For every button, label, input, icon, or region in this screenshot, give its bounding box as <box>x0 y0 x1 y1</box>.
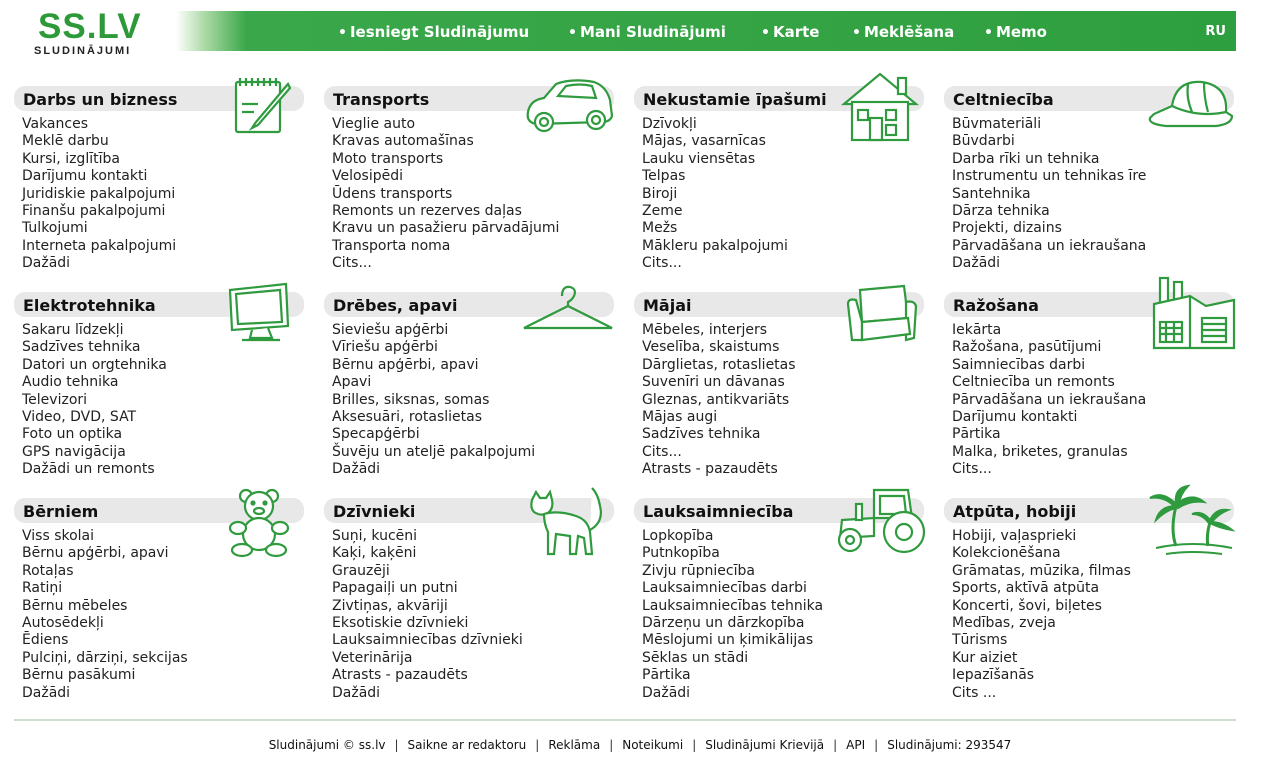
category-subcategory-list <box>332 528 523 702</box>
menu-label: Karte <box>772 23 820 41</box>
subcategory-link[interactable]: Autosēdekļi <box>22 614 104 631</box>
subcategory-link[interactable]: Transporta noma <box>332 237 451 254</box>
subcategory-link[interactable]: Remonts un rezerves daļas <box>332 202 522 219</box>
subcategory-link[interactable]: Juridiskie pakalpojumi <box>22 185 176 202</box>
factory-icon <box>1150 274 1238 354</box>
subcategory-link[interactable]: Kravas automašīnas <box>332 133 474 150</box>
subcategory-link[interactable]: Dažādi <box>332 684 381 701</box>
menu-my-ads[interactable]: • Mani Sludinājumi <box>568 23 726 41</box>
subcategory-link[interactable]: Dažādi <box>952 255 1001 272</box>
teddy-bear-icon <box>226 488 292 558</box>
menu-map[interactable]: • Karte <box>761 23 820 41</box>
subcategory-link[interactable]: Mājas, vasarnīcas <box>642 133 766 150</box>
subcategory-link[interactable]: Ūdens transports <box>332 185 453 202</box>
subcategory-link[interactable]: Darījumu kontakti <box>952 408 1078 425</box>
subcategory-link[interactable]: Medības, zveja <box>952 614 1056 631</box>
subcategory-link[interactable]: Dārglietas, rotaslietas <box>642 356 796 373</box>
subcategory-link[interactable]: Ražošana, pasūtījumi <box>952 339 1102 356</box>
category-title[interactable]: Nekustamie īpašumi <box>643 90 827 109</box>
category-subcategory-list <box>22 116 176 273</box>
footer-separator: | <box>692 738 697 752</box>
subcategory-link[interactable]: Televizori <box>22 391 88 408</box>
subcategory-link[interactable]: Apavi <box>332 374 372 391</box>
category-title[interactable]: Atpūta, hobiji <box>953 502 1077 521</box>
subcategory-link[interactable]: Kur aiziet <box>952 649 1018 666</box>
menu-memo[interactable]: • Memo <box>984 23 1047 41</box>
subcategory-link[interactable]: Zeme <box>642 202 683 219</box>
category-title[interactable]: Bērniem <box>23 502 99 521</box>
subcategory-link[interactable]: Audio tehnika <box>22 374 119 391</box>
subcategory-link[interactable]: Dažādi <box>22 255 71 272</box>
subcategory-link[interactable]: Būvdarbi <box>952 133 1015 150</box>
subcategory-link[interactable]: Tūrisms <box>952 632 1008 649</box>
subcategory-link[interactable]: Ratiņi <box>22 580 63 597</box>
subcategory-link[interactable]: Celtniecība un remonts <box>952 374 1115 391</box>
category-title[interactable]: Ražošana <box>953 296 1039 315</box>
subcategory-link[interactable]: Mežs <box>642 220 678 237</box>
subcategory-link[interactable]: Aksesuāri, rotaslietas <box>332 408 483 425</box>
subcategory-link[interactable]: Specapģērbi <box>332 426 420 443</box>
footer-link-rules[interactable]: Noteikumi <box>622 738 684 752</box>
category-subcategory-list <box>952 116 1146 273</box>
footer-separator: | <box>874 738 879 752</box>
subcategory-link[interactable]: Vīriešu apģērbi <box>332 339 438 356</box>
subcategory-link[interactable]: Dažādi <box>22 684 71 701</box>
category-subcategory-list <box>642 116 788 273</box>
armchair-icon <box>844 282 920 348</box>
subcategory-link[interactable]: Papagaiļi un putni <box>332 580 458 597</box>
footer-copyright: Sludinājumi © ss.lv <box>268 738 386 752</box>
subcategory-link[interactable]: Malka, briketes, granulas <box>952 443 1128 460</box>
subcategory-link[interactable]: GPS navigācija <box>22 443 126 460</box>
subcategory-link[interactable]: Lauksaimniecības tehnika <box>642 597 824 614</box>
subcategory-link[interactable]: Sports, aktīvā atpūta <box>952 580 1100 597</box>
subcategory-link[interactable]: Foto un optika <box>22 426 123 443</box>
subcategory-link[interactable]: Mēslojumi un ķimikālijas <box>642 632 814 649</box>
subcategory-link[interactable]: Zivtiņas, akvāriji <box>332 597 448 614</box>
subcategory-link[interactable]: Meklē darbu <box>22 133 109 150</box>
subcategory-link[interactable]: Mākleru pakalpojumi <box>642 237 788 254</box>
subcategory-link[interactable]: Sakaru līdzekļi <box>22 322 124 338</box>
subcategory-link[interactable]: Video, DVD, SAT <box>22 408 137 425</box>
subcategory-link[interactable]: Iekārta <box>952 322 1002 338</box>
subcategory-link[interactable]: Gleznas, antikvariāts <box>642 391 790 408</box>
cat-icon <box>528 486 608 560</box>
category-subcategory-list <box>332 116 559 273</box>
category-subcategory-list <box>952 528 1131 702</box>
category-subcategory-list <box>642 528 823 702</box>
site-logo[interactable] <box>34 8 154 56</box>
subcategory-link[interactable]: Atrasts - pazaudēts <box>332 667 468 684</box>
subcategory-link[interactable]: Eksotiskie dzīvnieki <box>332 614 469 631</box>
subcategory-link[interactable]: Darba rīki un tehnika <box>952 150 1100 167</box>
category-subcategory-list <box>22 528 188 702</box>
subcategory-link[interactable]: Cits... <box>332 255 372 272</box>
menu-label: Iesniegt Sludinājumu <box>349 23 530 41</box>
footer-separator: | <box>535 738 540 752</box>
subcategory-link[interactable]: Bērnu pasākumi <box>22 667 136 684</box>
subcategory-link[interactable]: Sieviešu apģērbi <box>332 322 449 338</box>
subcategory-link[interactable]: Cits... <box>642 255 682 272</box>
menu-label: Memo <box>995 23 1047 41</box>
subcategory-link[interactable]: Pulciņi, dārziņi, sekcijas <box>22 649 188 666</box>
subcategory-link[interactable]: Brilles, siksnas, somas <box>332 391 490 408</box>
subcategory-link[interactable]: Ēdiens <box>22 632 69 649</box>
subcategory-link[interactable]: Mēbeles, interjers <box>642 322 768 338</box>
subcategory-link[interactable]: Biroji <box>642 185 678 202</box>
language-switch-ru[interactable]: RU <box>1205 24 1226 39</box>
subcategory-link[interactable]: Būvmateriāli <box>952 116 1042 132</box>
category-title[interactable]: Dzīvnieki <box>333 502 416 521</box>
subcategory-link[interactable]: Dažādi <box>332 461 381 478</box>
subcategory-link[interactable]: Pārtika <box>952 426 1001 443</box>
category-title[interactable]: Mājai <box>643 296 692 315</box>
monitor-icon <box>226 282 292 344</box>
subcategory-link[interactable]: Telpas <box>642 168 686 185</box>
subcategory-link[interactable]: Cits... <box>952 461 992 478</box>
logo-subtitle: SLUDINĀJUMI <box>34 45 132 57</box>
category-subcategory-list <box>642 322 796 479</box>
menu-label: Mani Sludinājumi <box>579 23 726 41</box>
subcategory-link[interactable]: Kravu un pasažieru pārvadājumi <box>332 220 560 237</box>
subcategory-link[interactable]: Kursi, izglītība <box>22 150 120 167</box>
subcategory-link[interactable]: Vakances <box>22 116 88 132</box>
subcategory-link[interactable]: Zivju rūpniecība <box>642 562 755 579</box>
subcategory-link[interactable]: Bērnu apģērbi, apavi <box>332 356 479 373</box>
subcategory-link[interactable]: Veselība, skaistums <box>642 339 780 356</box>
subcategory-link[interactable]: Cits ... <box>952 684 997 701</box>
footer-link-api[interactable]: API <box>846 738 866 752</box>
subcategory-link[interactable]: Dažādi un remonts <box>22 461 155 478</box>
category-title[interactable]: Transports <box>333 90 430 109</box>
subcategory-link[interactable]: Putnkopība <box>642 545 720 562</box>
footer-separator: | <box>394 738 399 752</box>
subcategory-link[interactable]: Grauzēji <box>332 562 390 579</box>
subcategory-link[interactable]: Dārzeņu un dārzkopība <box>642 614 805 631</box>
menu-submit-ad[interactable]: • Iesniegt Sludinājumu <box>338 23 530 41</box>
footer-ad-count: Sludinājumi: 293547 <box>887 738 1012 752</box>
subcategory-link[interactable]: Lauku viensētas <box>642 150 756 167</box>
footer <box>0 738 1280 752</box>
menu-label: Meklēšana <box>863 23 955 41</box>
menu-search[interactable]: • Meklēšana <box>852 23 955 41</box>
subcategory-link[interactable]: Dažādi <box>642 684 691 701</box>
subcategory-link[interactable]: Instrumentu un tehnikas īre <box>952 168 1147 185</box>
subcategory-link[interactable]: Atrasts - pazaudēts <box>642 461 778 478</box>
subcategory-link[interactable]: Santehnika <box>952 185 1031 202</box>
subcategory-link[interactable]: Lauksaimniecības darbi <box>642 580 807 597</box>
category-subcategory-list <box>332 322 535 479</box>
house-icon <box>840 70 920 144</box>
footer-link-contact-editor[interactable]: Saikne ar redaktoru <box>407 738 527 752</box>
subcategory-link[interactable]: Velosipēdi <box>332 168 404 185</box>
footer-divider <box>14 719 1236 721</box>
category-subcategory-list <box>22 322 167 479</box>
subcategory-link[interactable]: Lauksaimniecības dzīvnieki <box>332 632 523 649</box>
subcategory-link[interactable]: Grāmatas, mūzika, filmas <box>952 562 1131 579</box>
category-title[interactable]: Celtniecība <box>953 90 1054 109</box>
subcategory-link[interactable]: Bērnu mēbeles <box>22 597 128 614</box>
subcategory-link[interactable]: Pārvadāšana un iekraušana <box>952 391 1147 408</box>
hardhat-icon <box>1146 76 1236 136</box>
subcategory-link[interactable]: Sēklas un stādi <box>642 649 749 666</box>
subcategory-link[interactable]: Pārvadāšana un iekraušana <box>952 237 1147 254</box>
subcategory-link[interactable]: Hobiji, vaļasprieki <box>952 528 1077 544</box>
palm-island-icon <box>1146 484 1238 560</box>
category-title[interactable]: Drēbes, apavi <box>333 296 458 315</box>
subcategory-link[interactable]: Suņi, kucēni <box>332 528 418 544</box>
subcategory-link[interactable]: Kaķi, kaķēni <box>332 545 417 562</box>
subcategory-link[interactable]: Lopkopība <box>642 528 714 544</box>
subcategory-link[interactable]: Moto transports <box>332 150 444 167</box>
subcategory-link[interactable]: Šuvēju un ateljē pakalpojumi <box>332 443 536 460</box>
logo-text: SS.LV <box>38 7 142 46</box>
subcategory-link[interactable]: Sadzīves tehnika <box>642 426 761 443</box>
subcategory-link[interactable]: Viss skolai <box>22 528 95 544</box>
subcategory-link[interactable]: Suvenīri un dāvanas <box>642 374 785 391</box>
subcategory-link[interactable]: Datori un orgtehnika <box>22 356 167 373</box>
subcategory-link[interactable]: Tulkojumi <box>22 220 88 237</box>
tractor-icon <box>834 486 928 556</box>
subcategory-link[interactable]: Cits... <box>642 443 682 460</box>
category-title[interactable]: Lauksaimniecība <box>643 502 794 521</box>
subcategory-link[interactable]: Sadzīves tehnika <box>22 339 141 356</box>
footer-separator: | <box>833 738 838 752</box>
subcategory-link[interactable]: Bērnu apģērbi, apavi <box>22 545 169 562</box>
top-menu-bar <box>176 11 1236 51</box>
subcategory-link[interactable]: Dārza tehnika <box>952 202 1050 219</box>
footer-link-russia[interactable]: Sludinājumi Krievijā <box>705 738 825 752</box>
subcategory-link[interactable]: Iepazīšanās <box>952 667 1035 684</box>
subcategory-link[interactable]: Saimniecības darbi <box>952 356 1086 373</box>
subcategory-link[interactable]: Finanšu pakalpojumi <box>22 202 166 219</box>
subcategory-link[interactable]: Darījumu kontakti <box>22 168 148 185</box>
category-title[interactable]: Elektrotehnika <box>23 296 156 315</box>
subcategory-link[interactable]: Pārtika <box>642 667 691 684</box>
footer-link-advertising[interactable]: Reklāma <box>548 738 601 752</box>
subcategory-link[interactable]: Mājas augi <box>642 408 718 425</box>
subcategory-link[interactable]: Interneta pakalpojumi <box>22 237 177 254</box>
subcategory-link[interactable]: Vieglie auto <box>332 116 416 132</box>
subcategory-link[interactable]: Projekti, dizains <box>952 220 1062 237</box>
category-subcategory-list <box>952 322 1146 479</box>
category-title[interactable]: Darbs un bizness <box>23 90 178 109</box>
subcategory-link[interactable]: Dzīvokļi <box>642 116 697 132</box>
footer-separator: | <box>609 738 614 752</box>
subcategory-link[interactable]: Kolekcionēšana <box>952 545 1061 562</box>
subcategory-link[interactable]: Rotaļas <box>22 562 74 579</box>
notepad-icon <box>230 74 294 136</box>
subcategory-link[interactable]: Koncerti, šovi, biļetes <box>952 597 1102 614</box>
subcategory-link[interactable]: Veterinārija <box>332 649 413 666</box>
